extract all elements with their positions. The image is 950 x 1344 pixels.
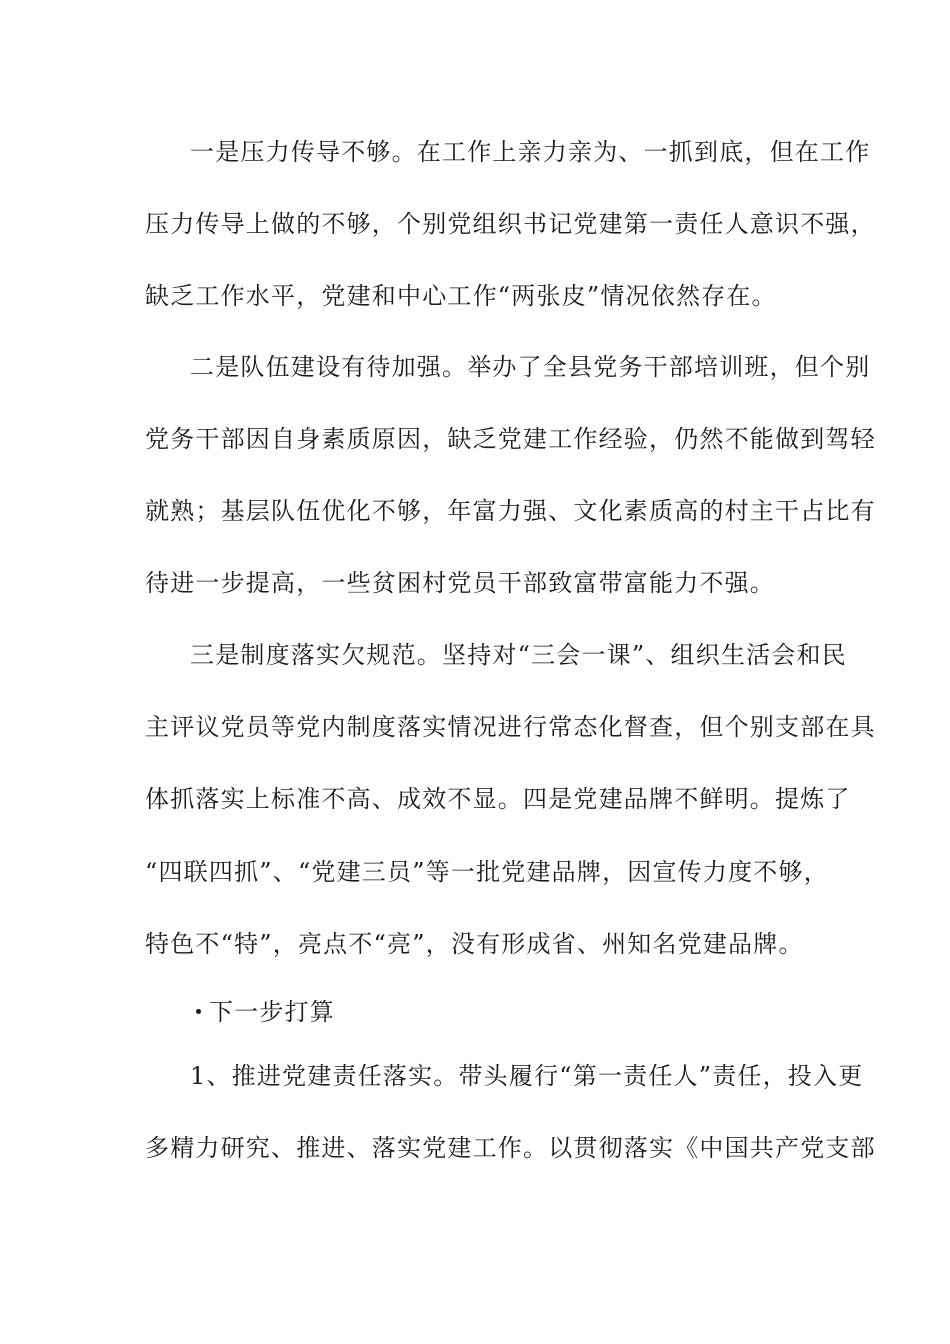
paragraph-1-line-3: 缺乏工作水平，党建和中心工作“两张皮”情况依然存在。 <box>145 282 777 310</box>
paragraph-2-line-3: 就熟；基层队伍优化不够，年富力强、文化素质高的村主干占比有 <box>145 497 876 525</box>
paragraph-1-line-2: 压力传导上做的不够，个别党组织书记党建第一责任人意识不强， <box>145 210 876 238</box>
bullet-icon <box>196 1009 201 1014</box>
paragraph-3-line-1: 三是制度落实欠规范。坚持对“三会一课”、组织生活会和民 <box>190 641 847 669</box>
paragraph-4-line-1: 1、推进党建责任落实。带头履行“第一责任人”责任，投入更 <box>190 1062 864 1090</box>
paragraph-2-line-2: 党务干部因自身素质原因，缺乏党建工作经验，仍然不能做到驾轻 <box>145 425 876 453</box>
paragraph-3-line-2: 主评议党员等党内制度落实情况进行常态化督查，但个别支部在具 <box>145 713 876 741</box>
paragraph-2-line-1: 二是队伍建设有待加强。举办了全县党务干部培训班，但个别 <box>190 353 871 381</box>
section-heading <box>196 997 335 1027</box>
paragraph-1-line-1: 一是压力传导不够。在工作上亲力亲为、一抓到底，但在工作 <box>190 138 871 166</box>
paragraph-3-line-3: 体抓落实上标准不高、成效不显。四是党建品牌不鲜明。提炼了 <box>145 785 851 813</box>
section-heading-text: 下一步打算 <box>209 998 335 1026</box>
paragraph-4-line-2: 多精力研究、推进、落实党建工作。以贯彻落实《中国共产党支部 <box>145 1134 876 1162</box>
paragraph-3-line-5: 特色不“特”，亮点不“亮”，没有形成省、州知名党建品牌。 <box>145 930 804 958</box>
paragraph-2-line-4: 待进一步提高，一些贫困村党员干部致富带富能力不强。 <box>145 569 775 597</box>
paragraph-3-line-4: “四联四抓”、“党建三员”等一批党建品牌，因宣传力度不够， <box>145 858 829 886</box>
